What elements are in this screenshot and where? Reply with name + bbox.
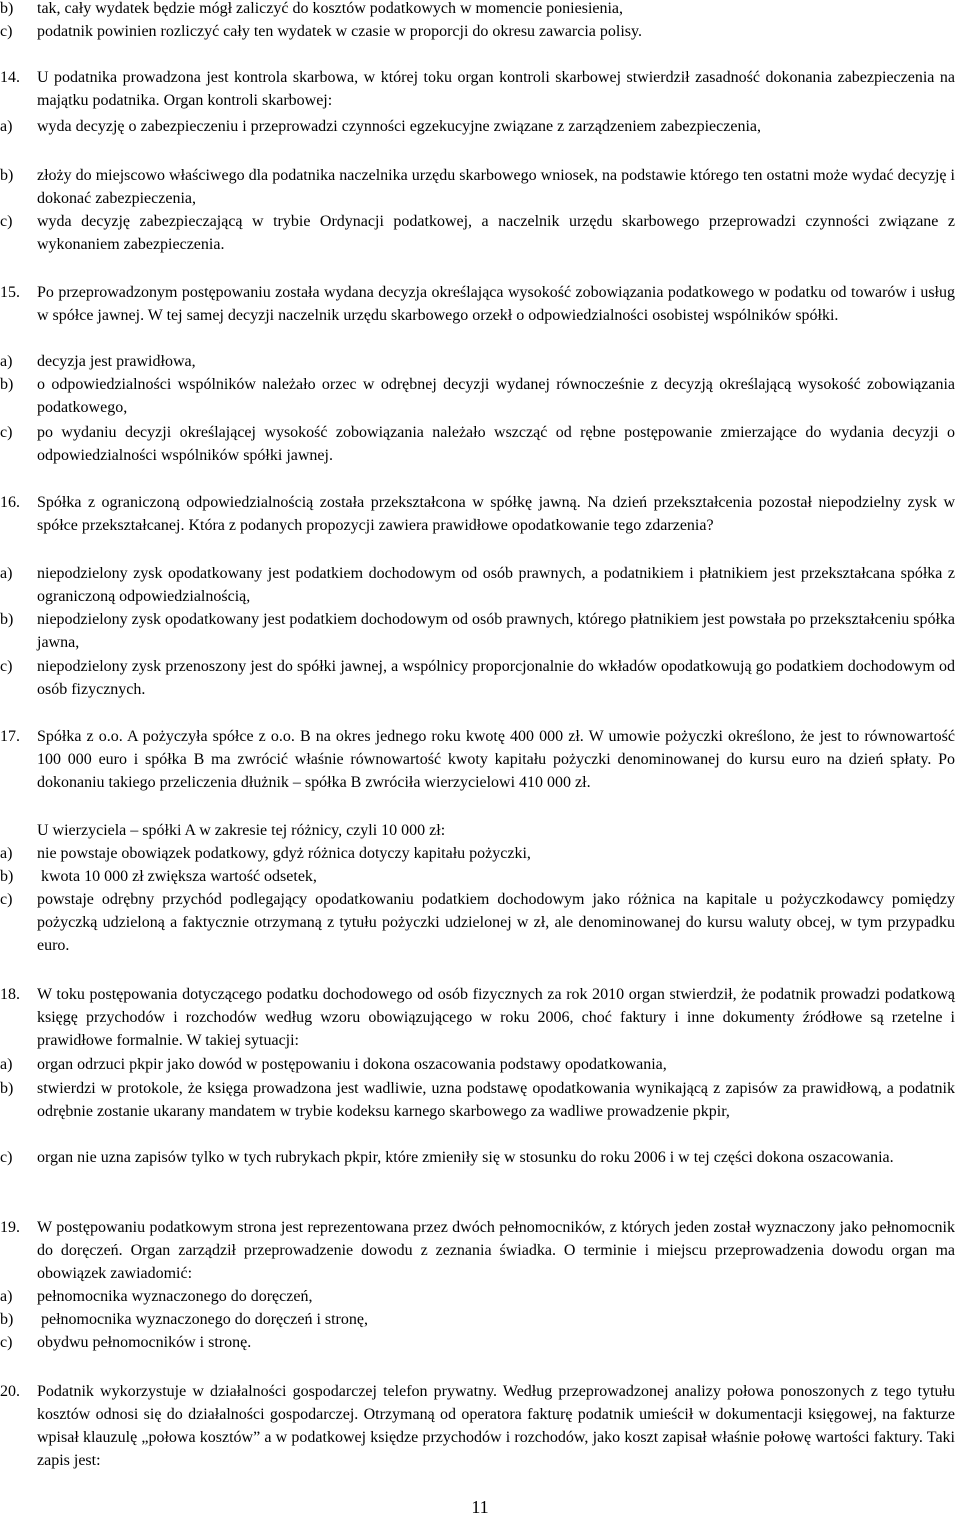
- item-text: powstaje odrębny przychód podlegający opodatkowaniu podatkiem dochodowym jako różnica na kapitale u pożyczkodawcy pomiędzy pożyczką udzieloną a faktycznie otrzymaną z tytułu pożyczki udzielonej w zł, ale denominowanej do kursu waluty obcej, w tym przypadku euro.: [37, 891, 955, 954]
- item-label: c): [0, 1149, 13, 1166]
- item-text: wyda decyzję o zabezpieczeniu i przeprowadzi czynności egzekucyjne związane z zarządzeniem zabezpieczenia,: [37, 118, 761, 135]
- item-text: stwierdzi w protokole, że księga prowadzona jest wadliwie, uzna podstawę opodatkowania wynikającą z zapisów za prawidłową, a podatnik odrębnie zostanie ukarany mandatem w trybie kodeksu karnego skarbowego za wadliwe prowadzenie pkpir,: [37, 1080, 955, 1120]
- question-text: W postępowaniu podatkowym strona jest reprezentowana przez dwóch pełnomocników, z których jeden został wyznaczony jako pełnomocnik do doręczeń. Organ zarządził przeprowadzenie dowodu z zeznania świadka. O terminie i miejscu przeprowadzenia dowodu organ ma obowiązek zawiadomić:: [37, 1219, 955, 1282]
- item-text: kwota 10 000 zł zwiększa wartość odsetek,: [41, 868, 317, 885]
- item-label: b): [0, 167, 14, 184]
- item-text: złoży do miejscowo właściwego dla podatnika naczelnika urzędu skarbowego wniosek, na podstawie którego ten ostatni może wydać decyzję i dokonać zabezpieczenia,: [37, 167, 955, 207]
- item-label: c): [0, 23, 13, 40]
- item-label: a): [0, 845, 13, 862]
- question-number: 15.: [0, 284, 20, 301]
- item-label: a): [0, 353, 13, 370]
- item-label: b): [0, 0, 14, 17]
- item-text: niepodzielony zysk opodatkowany jest podatkiem dochodowym od osób prawnych, a podatnikiem i płatnikiem jest przekształcana spółka z ograniczoną odpowiedzialnością,: [37, 565, 955, 605]
- item-label: c): [0, 658, 13, 675]
- item-label: c): [0, 213, 13, 230]
- item-text: organ nie uzna zapisów tylko w tych rubrykach pkpir, które zmieniły się w stosunku do roku 2006 i w tej części dokona oszacowania.: [37, 1149, 894, 1166]
- item-text: wyda decyzję zabezpieczającą w trybie Ordynacji podatkowej, a naczelnik urzędu skarbowego przeprowadzi czynności związane z wykonaniem zabezpieczenia.: [37, 213, 955, 253]
- question-text: Po przeprowadzonym postępowaniu została wydana decyzja określająca wysokość zobowiązania podatkowego w podatku od towarów i usług w spółce jawnej. W tej samej decyzji naczelnik urzędu skarbowego orzekł o odpowiedzialności osobistej wspólników spółki.: [37, 284, 955, 324]
- item-label: c): [0, 891, 13, 908]
- item-label: c): [0, 1334, 13, 1351]
- question-number: 17.: [0, 728, 20, 745]
- item-text: nie powstaje obowiązek podatkowy, gdyż różnica dotyczy kapitału pożyczki,: [37, 845, 531, 862]
- item-text: o odpowiedzialności wspólników należało orzec w odrębnej decyzji wydanej równocześnie z decyzją określającą wysokość zobowiązania podatkowego,: [37, 376, 955, 416]
- question-text: Spółka z ograniczoną odpowiedzialnością została przekształcona w spółkę jawną. Na dzień przekształcenia pozostał niepodzielny zysk w spółce przekształcanej. Która z podanych propozycji zawiera prawidłowe opodatkowanie tego zdarzenia?: [37, 494, 955, 534]
- item-label: b): [0, 868, 14, 885]
- question-text: Spółka z o.o. A pożyczyła spółce z o.o. B na okres jednego roku kwotę 400 000 zł. W umowie pożyczki określono, że jest to równowartość 100 000 euro i spółka B ma zwrócić właśnie równowartość kwoty kapitału pożyczki denominowanej do kursu euro na dzień spłaty. Po dokonaniu takiego przeliczenia dłużnik – spółka B zwróciła wierzycielowi 410 000 zł.: [37, 728, 955, 791]
- item-text: podatnik powinien rozliczyć cały ten wydatek w czasie w proporcji do okresu zawarcia polisy.: [37, 23, 642, 40]
- item-label: a): [0, 118, 13, 135]
- question-number: 18.: [0, 986, 20, 1003]
- question-number: 16.: [0, 494, 20, 511]
- item-label: b): [0, 376, 14, 393]
- item-text: obydwu pełnomocników i stronę.: [37, 1334, 252, 1351]
- question-number: 20.: [0, 1383, 20, 1400]
- item-label: a): [0, 1288, 13, 1305]
- question-number: 14.: [0, 69, 20, 86]
- item-text: U wierzyciela – spółki A w zakresie tej różnicy, czyli 10 000 zł:: [37, 822, 446, 839]
- item-label: b): [0, 1080, 14, 1097]
- item-label: b): [0, 611, 14, 628]
- question-text: W toku postępowania dotyczącego podatku dochodowego od osób fizycznych za rok 2010 organ stwierdził, że podatnik prowadzi podatkową księgę przychodów i rozchodów według wzoru obowiązującego w roku 2006, choć faktury i inne dokumenty źródłowe są rzetelne i prawidłowe formalnie. W takiej sytuacji:: [37, 986, 955, 1049]
- item-text: decyzja jest prawidłowa,: [37, 353, 196, 370]
- item-text: tak, cały wydatek będzie mógł zaliczyć do kosztów podatkowych w momencie poniesienia,: [37, 0, 624, 17]
- item-text: po wydaniu decyzji określającej wysokość zobowiązania należało wszcząć od rębne postępowanie zmierzające do wydania decyzji o odpowiedzialności wspólników spółki jawnej.: [37, 424, 955, 464]
- item-text: pełnomocnika wyznaczonego do doręczeń i stronę,: [41, 1311, 368, 1328]
- question-number: 19.: [0, 1219, 20, 1236]
- item-label: b): [0, 1311, 14, 1328]
- question-text: Podatnik wykorzystuje w działalności gospodarczej telefon prywatny. Według przeprowadzonej analizy połowa ponoszonych z tego tytułu kosztów odnosi się do działalności gospodarczej. Otrzymaną od operatora fakturę podatnik umieścił w dokumentacji księgowej, na fakturze wpisał klauzulę „połowa kosztów” a w podatkowej księdze przychodów i rozchodów, jako koszt zapisał właśnie połowę wartości faktury. Taki zapis jest:: [37, 1383, 955, 1469]
- item-label: c): [0, 424, 13, 441]
- page-number: 11: [471, 1497, 489, 1517]
- item-label: a): [0, 1056, 13, 1073]
- item-text: organ odrzuci pkpir jako dowód w postępowaniu i dokona oszacowania podstawy opodatkowania,: [37, 1056, 667, 1073]
- item-text: niepodzielony zysk opodatkowany jest podatkiem dochodowym od osób prawnych, którego płatnikiem jest powstała po przekształceniu spółka jawna,: [37, 611, 956, 651]
- item-text: niepodzielony zysk przenoszony jest do spółki jawnej, a wspólnicy proporcjonalnie do wkładów opodatkowują go podatkiem dochodowym od osób fizycznych.: [37, 658, 955, 698]
- question-text: U podatnika prowadzona jest kontrola skarbowa, w której toku organ kontroli skarbowej stwierdził zasadność dokonania zabezpieczenia na majątku podatnika. Organ kontroli skarbowej:: [37, 69, 955, 109]
- item-text: pełnomocnika wyznaczonego do doręczeń,: [37, 1288, 313, 1305]
- item-label: a): [0, 565, 13, 582]
